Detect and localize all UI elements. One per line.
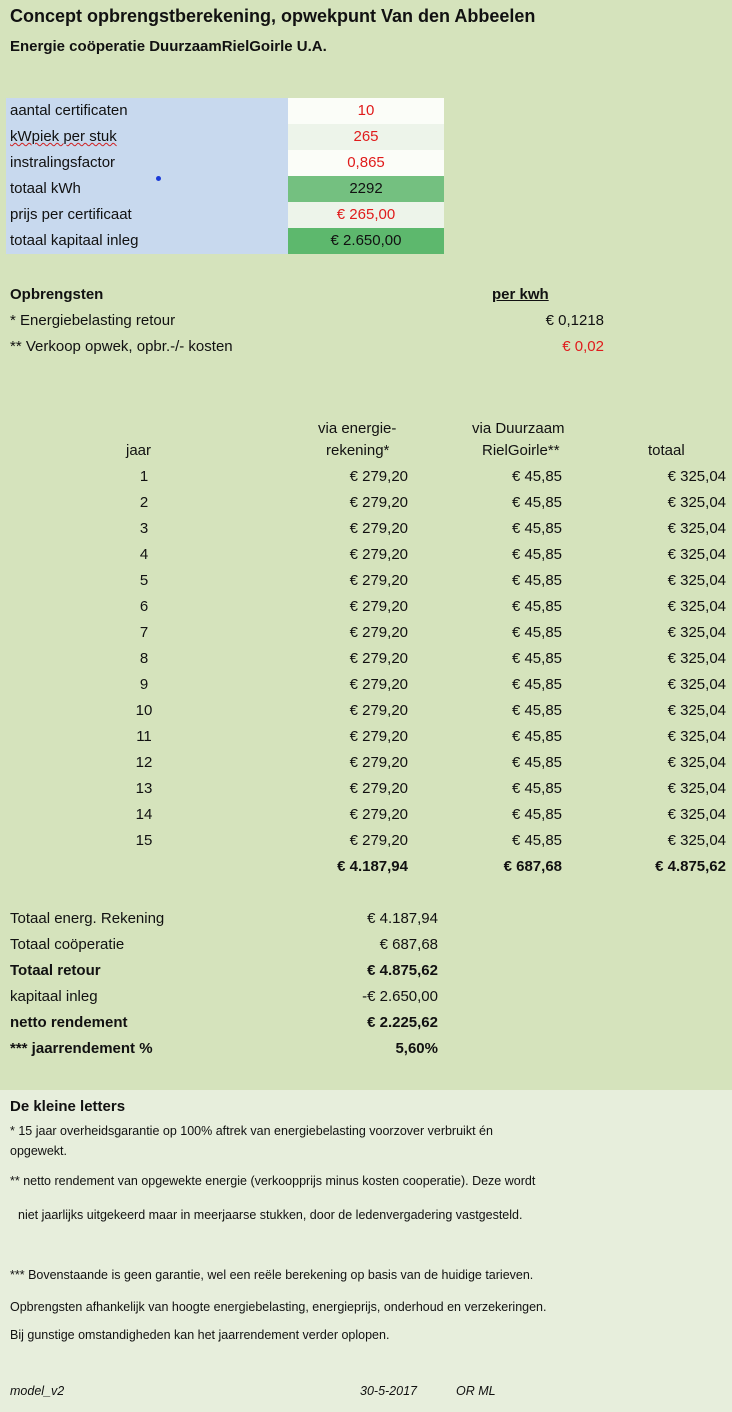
fine-print-heading: De kleine letters: [10, 1098, 126, 1115]
param-label-text: kWpiek per stuk: [10, 128, 117, 145]
table-cell-total: € 325,04: [667, 494, 726, 511]
summary-value: € 687,68: [379, 936, 438, 953]
fine-print-note: ** netto rendement van opgewekte energie (verkoopprijs minus kosten cooperatie). Deze wordt: [10, 1174, 536, 1188]
col-header-coop-2: RielGoirle**: [482, 442, 560, 459]
table-cell-year: 3: [139, 520, 149, 537]
table-cell-energy: € 279,20: [349, 806, 408, 823]
summary-label: Totaal retour: [10, 962, 101, 979]
col-header-energy-2: rekening*: [326, 442, 390, 459]
table-cell-year: 7: [139, 624, 149, 641]
page-subtitle: Energie coöperatie DuurzaamRielGoirle U.A.: [10, 38, 327, 55]
table-cell-year: 8: [139, 650, 149, 667]
table-cell-coop: € 45,85: [511, 546, 562, 563]
table-cell-energy: € 279,20: [349, 728, 408, 745]
fine-print-section: [0, 1090, 732, 1412]
table-cell-energy: € 279,20: [349, 650, 408, 667]
fine-print-note: *** Bovenstaande is geen garantie, wel een reële berekening op basis van de huidige tarieven.: [10, 1268, 534, 1282]
param-label: totaal kapitaal inleg: [6, 228, 288, 254]
table-cell-coop: € 45,85: [511, 650, 562, 667]
table-cell-coop: € 45,85: [511, 780, 562, 797]
table-cell-year: 1: [139, 468, 149, 485]
table-cell-year: 12: [135, 754, 153, 771]
table-cell-coop: € 45,85: [511, 494, 562, 511]
table-cell-energy: € 279,20: [349, 624, 408, 641]
opbrengsten-row-label: ** Verkoop opwek, opbr.-/- kosten: [10, 338, 233, 355]
fine-print-note: Opbrengsten afhankelijk van hoogte energiebelasting, energieprijs, onderhoud en verzekeringen.: [10, 1300, 547, 1314]
summary-label: netto rendement: [10, 1014, 128, 1031]
col-header-total: totaal: [648, 442, 685, 459]
summary-value: € 4.187,94: [367, 910, 438, 927]
page-title: Concept opbrengstberekening, opwekpunt Van den Abbeelen: [10, 6, 536, 26]
table-cell-coop: € 45,85: [511, 806, 562, 823]
table-cell-total: € 325,04: [667, 780, 726, 797]
table-cell-total: € 325,04: [667, 676, 726, 693]
param-value: € 2.650,00: [288, 228, 444, 254]
table-cell-total: € 325,04: [667, 520, 726, 537]
table-cell-year: 14: [135, 806, 153, 823]
opbrengsten-heading: Opbrengsten: [10, 286, 104, 303]
summary-value: 5,60%: [395, 1040, 438, 1057]
comment-marker-icon: [156, 176, 161, 181]
table-cell-energy: € 279,20: [349, 520, 408, 537]
summary-label: Totaal coöperatie: [10, 936, 125, 953]
table-cell-total: € 325,04: [667, 598, 726, 615]
table-cell-energy: € 279,20: [349, 598, 408, 615]
table-cell-total: € 325,04: [667, 546, 726, 563]
fine-print-note: opgewekt.: [10, 1144, 67, 1158]
table-cell-total: € 325,04: [667, 650, 726, 667]
table-cell-energy: € 279,20: [349, 572, 408, 589]
sum-total: € 4.875,62: [655, 858, 726, 875]
table-cell-total: € 325,04: [667, 806, 726, 823]
table-cell-year: 11: [136, 728, 152, 745]
param-value[interactable]: 0,865: [288, 150, 444, 176]
fine-print-note: Bij gunstige omstandigheden kan het jaarrendement verder oplopen.: [10, 1328, 390, 1342]
table-cell-year: 4: [139, 546, 149, 563]
fine-print-note: niet jaarlijks uitgekeerd maar in meerjaarse stukken, door de ledenvergadering vastgesteld.: [18, 1208, 523, 1222]
table-cell-total: € 325,04: [667, 468, 726, 485]
table-cell-coop: € 45,85: [511, 728, 562, 745]
param-value[interactable]: 265: [288, 124, 444, 150]
param-label: instralingsfactor: [6, 150, 288, 176]
fine-print-note: * 15 jaar overheidsgarantie op 100% aftrek van energiebelasting voorzover verbruikt én: [10, 1124, 493, 1138]
table-cell-year: 15: [135, 832, 153, 849]
sum-coop: € 687,68: [503, 858, 562, 875]
param-value: 2292: [288, 176, 444, 202]
summary-value: € 4.875,62: [367, 962, 438, 979]
table-cell-year: 13: [135, 780, 153, 797]
table-cell-total: € 325,04: [667, 572, 726, 589]
summary-label: *** jaarrendement %: [10, 1040, 153, 1057]
table-cell-energy: € 279,20: [349, 702, 408, 719]
table-cell-year: 6: [139, 598, 149, 615]
table-cell-energy: € 279,20: [349, 546, 408, 563]
summary-value: € 2.225,62: [367, 1014, 438, 1031]
table-cell-coop: € 45,85: [511, 624, 562, 641]
col-header-energy: via energie-: [318, 420, 397, 437]
table-cell-year: 5: [139, 572, 149, 589]
table-cell-energy: € 279,20: [349, 832, 408, 849]
opbrengsten-row-label: * Energiebelasting retour: [10, 312, 176, 329]
per-kwh-heading: [492, 286, 549, 303]
summary-label: Totaal energ. Rekening: [10, 910, 165, 927]
table-cell-total: € 325,04: [667, 728, 726, 745]
summary-value: -€ 2.650,00: [362, 988, 438, 1005]
col-header-year: jaar: [126, 442, 152, 459]
footer-date: 30-5-2017: [360, 1384, 417, 1398]
col-header-coop: via Duurzaam: [472, 420, 565, 437]
opbrengsten-row-value: € 0,02: [562, 338, 604, 355]
param-label: [6, 124, 288, 150]
param-label: prijs per certificaat: [6, 202, 288, 228]
table-cell-energy: € 279,20: [349, 780, 408, 797]
table-cell-energy: € 279,20: [349, 754, 408, 771]
table-cell-coop: € 45,85: [511, 702, 562, 719]
table-cell-year: 2: [139, 494, 149, 511]
table-cell-energy: € 279,20: [349, 468, 408, 485]
footer-model: model_v2: [10, 1384, 65, 1398]
per-kwh-text: per kwh: [492, 286, 549, 303]
table-cell-year: 9: [139, 676, 149, 693]
sum-energy: € 4.187,94: [337, 858, 408, 875]
table-cell-coop: € 45,85: [511, 832, 562, 849]
param-value[interactable]: 10: [288, 98, 444, 124]
table-cell-energy: € 279,20: [349, 676, 408, 693]
param-value[interactable]: € 265,00: [288, 202, 444, 228]
opbrengsten-row-value: € 0,1218: [545, 312, 604, 329]
table-cell-total: € 325,04: [667, 832, 726, 849]
table-cell-total: € 325,04: [667, 754, 726, 771]
table-cell-energy: € 279,20: [349, 494, 408, 511]
table-cell-total: € 325,04: [667, 702, 726, 719]
table-cell-coop: € 45,85: [511, 572, 562, 589]
table-cell-coop: € 45,85: [511, 754, 562, 771]
table-cell-coop: € 45,85: [511, 468, 562, 485]
param-label: totaal kWh: [6, 176, 288, 202]
table-cell-coop: € 45,85: [511, 520, 562, 537]
footer-authors: OR ML: [456, 1384, 496, 1398]
table-cell-year: 10: [135, 702, 153, 719]
table-cell-coop: € 45,85: [511, 676, 562, 693]
table-cell-coop: € 45,85: [511, 598, 562, 615]
table-cell-total: € 325,04: [667, 624, 726, 641]
param-label: aantal certificaten: [6, 98, 288, 124]
summary-label: kapitaal inleg: [10, 988, 98, 1005]
